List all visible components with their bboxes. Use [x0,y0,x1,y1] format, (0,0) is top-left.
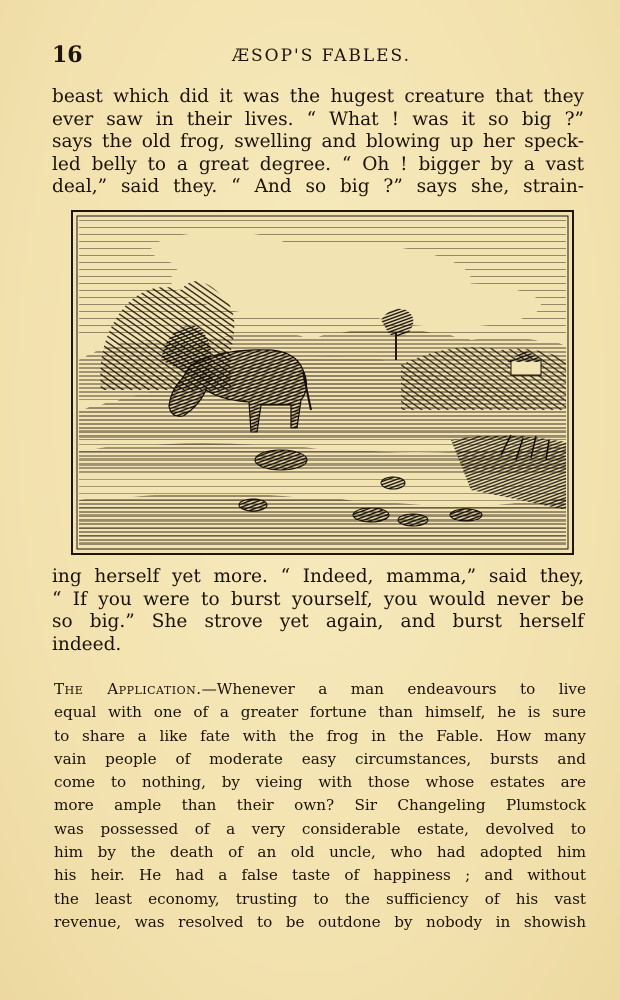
text-line: his heir. He had a false taste of happiness ; and without [54,866,586,885]
text-line: so big.” She strove yet again, and burst herself [52,611,584,633]
text-line: come to nothing, by vieing with those whose estates are [54,773,586,792]
running-head: ÆSOP'S FABLES. [232,46,411,66]
text-line: was possessed of a very considerable estate, devolved to [54,819,586,838]
fable-text-bottom [52,566,584,656]
text-line: equal with one of a greater fortune than himself, he is sure [54,703,586,722]
page-header [52,42,582,72]
text-line: the least economy, trusting to the sufficiency of his vast [54,889,586,908]
application-paragraph [54,678,586,934]
text-line: “ If you were to burst yourself, you would never be [52,588,584,610]
text-line: more ample than their own? Sir Changeling Plumstock [54,796,586,815]
text-line: indeed. [52,633,122,655]
text-line [54,678,586,701]
text-line: says the old frog, swelling and blowing up her speck- [52,131,584,153]
fable-text-top [52,86,584,199]
text-line: revenue, was resolved to be outdone by nobody in showish [54,912,586,931]
text-line: him by the death of an old uncle, who had adopted him [54,843,586,862]
text-line: deal,” said they. “ And so big ?” says she, strain- [52,176,584,198]
text-line: led belly to a great degree. “ Oh ! bigger by a vast [52,153,584,175]
text-line-content: —Whenever a man endeavours to live [201,680,586,698]
page-number: 16 [52,42,83,68]
text-line: ing herself yet more. “ Indeed, mamma,” said they, [52,566,584,587]
text-line: vain people of moderate easy circumstances, bursts and [54,749,586,768]
application-heading: The Application. [54,680,202,698]
ox-and-frogs-engraving [71,210,574,555]
text-line: beast which did it was the hugest creature that they [52,86,584,107]
text-line: to share a like fate with the frog in the Fable. How many [54,726,586,745]
woodcut-illustration [71,210,574,555]
text-line: ever saw in their lives. “ What ! was it so big ?” [52,108,584,130]
